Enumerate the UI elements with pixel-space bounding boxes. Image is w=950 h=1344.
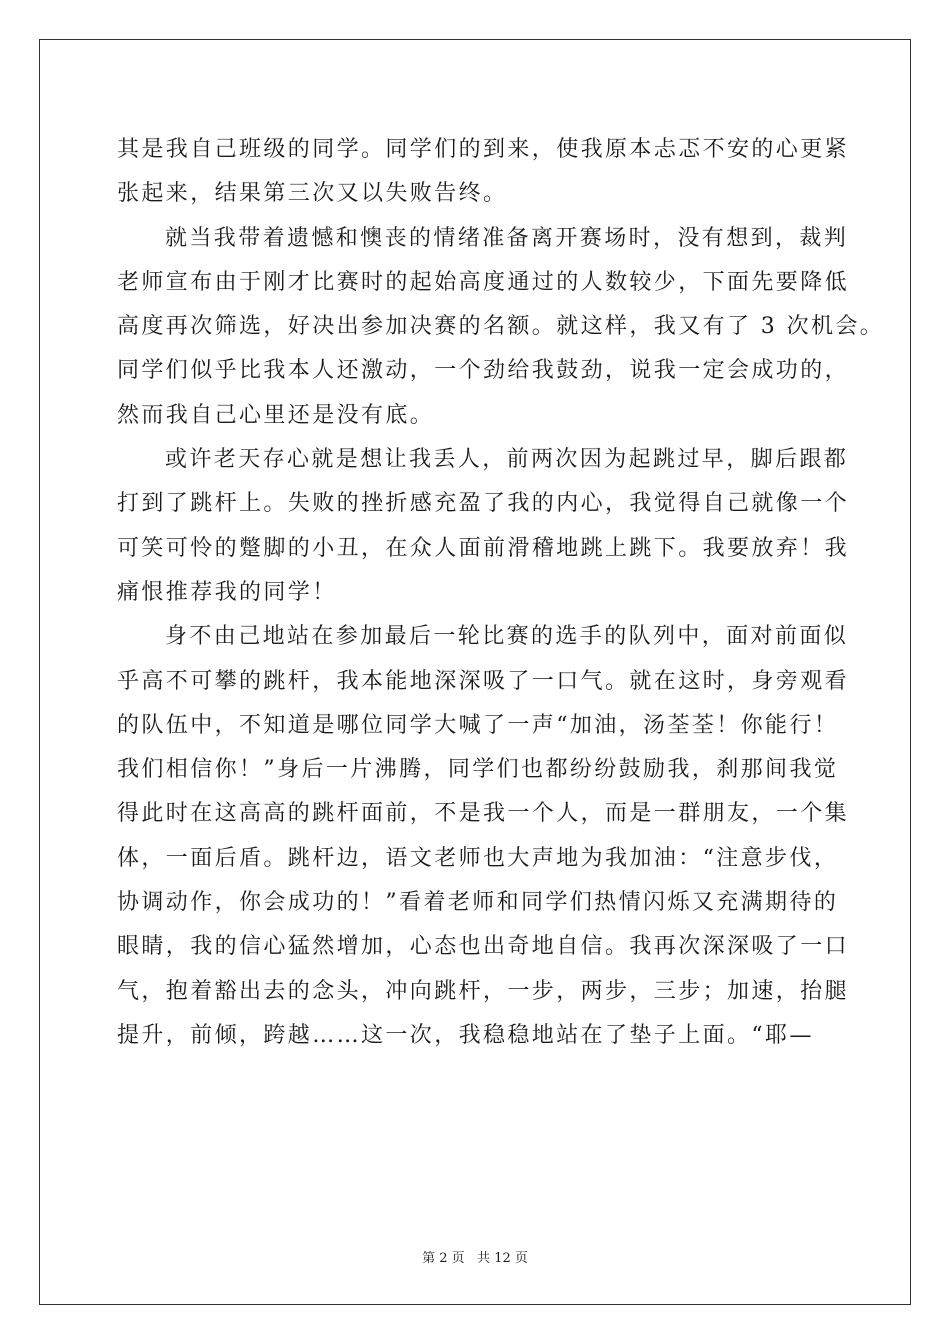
page-number-footer: 第 2 页 共 12 页 bbox=[422, 1251, 528, 1266]
paragraph-first-line: 身不由己地站在参加最后一轮比赛的选手的队列中，面对前面似 bbox=[165, 624, 849, 650]
text-line: 痛恨推荐我的同学！ bbox=[117, 579, 337, 605]
text-line: 的队伍中，不知道是哪位同学大喊了一声“加油，汤荃荃！你能行！ bbox=[117, 712, 839, 738]
text-line: 张起来，结果第三次又以失败告终。 bbox=[117, 181, 508, 207]
text-line: 我们相信你！”身后一片沸腾，同学们也都纷纷鼓励我，刹那间我觉 bbox=[117, 757, 839, 783]
text-line: 乎高不可攀的跳杆，我本能地深深吸了一口气。就在这时，身旁观看 bbox=[117, 668, 850, 694]
text-line: 老师宣布由于刚才比赛时的起始高度通过的人数较少，下面先要降低 bbox=[117, 269, 850, 295]
text-line: 可笑可怜的蹩脚的小丑，在众人面前滑稽地跳上跳下。我要放弃！我 bbox=[117, 535, 850, 561]
text-line: 气，抱着豁出去的念头，冲向跳杆，一步，两步，三步；加速，抬腿 bbox=[117, 978, 850, 1004]
text-line: 打到了跳杆上。失败的挫折感充盈了我的内心，我觉得自己就像一个 bbox=[117, 491, 850, 517]
text-line: 提升，前倾，跨越……这一次，我稳稳地站在了垫子上面。“耶— bbox=[117, 1022, 814, 1048]
text-line: 眼睛，我的信心猛然增加，心态也出奇地自信。我再次深深吸了一口 bbox=[117, 934, 850, 960]
text-line: 体，一面后盾。跳杆边，语文老师也大声地为我加油：“注意步伐， bbox=[117, 845, 839, 871]
paragraph-first-line: 就当我带着遗憾和懊丧的情绪准备离开赛场时，没有想到，裁判 bbox=[165, 225, 849, 251]
text-line: 其是我自己班级的同学。同学们的到来，使我原本忐忑不安的心更紧 bbox=[117, 137, 850, 162]
text-line: 同学们似乎比我本人还激动，一个劲给我鼓劲，说我一定会成功的， bbox=[117, 358, 850, 384]
document-body bbox=[117, 128, 885, 1058]
text-line: 协调动作，你会成功的！”看着老师和同学们热情闪烁又充满期待的 bbox=[117, 890, 839, 916]
text-line: 得此时在这高高的跳杆面前，不是我一个人，而是一群朋友，一个集 bbox=[117, 801, 850, 827]
paragraph-first-line: 或许老天存心就是想让我丢人，前两次因为起跳过早，脚后跟都 bbox=[165, 447, 849, 473]
text-line: 然而我自己心里还是没有底。 bbox=[117, 402, 435, 428]
text-line: 高度再次筛选，好决出参加决赛的名额。就这样，我又有了 3 次机会。 bbox=[117, 314, 885, 340]
